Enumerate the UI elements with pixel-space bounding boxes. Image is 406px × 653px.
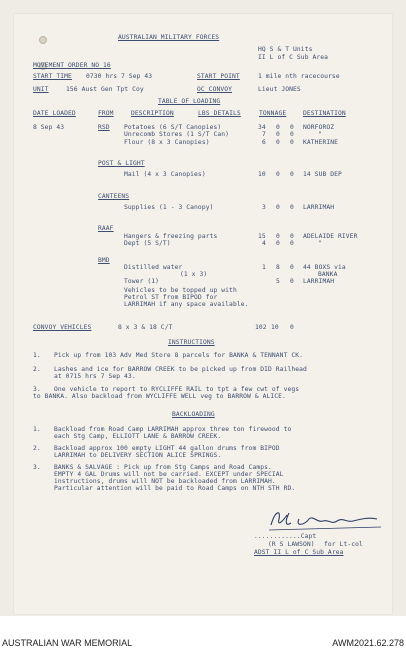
row-qtr: 0: [290, 171, 294, 178]
oc-convoy-value: Lieut JONES: [258, 86, 301, 93]
row-dest: LARRIMAH: [303, 204, 335, 211]
instruction-number: 2.: [33, 366, 41, 373]
row-cwt: 0: [276, 124, 280, 131]
row-tons: 34: [258, 124, 266, 131]
signature-role: ADST II L of C Sub Area: [254, 549, 344, 556]
archive-footer: [0, 616, 406, 653]
row-desc: Hangers & freezing parts: [124, 233, 218, 240]
row-from-raaf: RAAF: [98, 225, 114, 232]
backloading-line: each Stg Camp, ELLIOTT LANE & BARROW CREEK.: [54, 433, 222, 440]
backloading-line: Backload from Road Camp LARRIMAH approx three ton firewood to: [54, 426, 292, 433]
row-from-post: POST & LIGHT: [98, 160, 145, 167]
ref-units: HQ S & T Units: [258, 46, 313, 53]
row-qtr: 0: [290, 204, 294, 211]
convoy-vehicles-value: 8 x 3 & 18 C/T: [118, 324, 173, 331]
row-dest: NORFOROZ: [303, 124, 335, 131]
row-tons: 4: [262, 240, 266, 247]
instruction-number: 3.: [33, 386, 41, 393]
row-qtr: 0: [290, 131, 294, 138]
convoy-total-tons: 102: [255, 324, 267, 331]
unit-label: UNIT: [33, 86, 49, 93]
col-header-date: DATE LOADED: [33, 110, 76, 117]
row-desc: Dept (5 S/T): [124, 240, 171, 247]
row-tons: 10: [258, 171, 266, 178]
backloading-line: Backload approx 100 empty LIGHT 44 gallon drums from BIPOD: [54, 445, 280, 452]
row-qtr: 0: [290, 233, 294, 240]
convoy-total-cwt: 10: [271, 324, 279, 331]
row-cwt: 0: [276, 139, 280, 146]
row-tons: 15: [258, 233, 266, 240]
row-tons: 6: [262, 139, 266, 146]
row-dest: KATHERINE: [303, 139, 339, 146]
handwritten-signature: [265, 505, 385, 533]
doc-title: AUSTRALIAN MILITARY FORCES: [118, 34, 220, 41]
archive-name: AUSTRALIAN WAR MEMORIAL: [2, 638, 133, 648]
row-cwt: 5: [276, 278, 280, 285]
instructions-title: INSTRUCTIONS: [168, 339, 215, 346]
row-cwt: 8: [276, 264, 280, 271]
row-desc: Flour (8 x 3 Canopies): [124, 139, 210, 146]
row-desc: Mail (4 x 3 Canopies): [124, 171, 206, 178]
row-dest: BANKA: [318, 271, 338, 278]
bmd-note-line: Vehicles to be topped up with: [124, 287, 237, 294]
movement-order-number: MOVEMENT ORDER NO 16: [33, 62, 111, 69]
instruction-line: Pick up from 103 Adv Med Store 8 parcels for BANKA & TENNANT CK.: [54, 352, 304, 359]
backloading-line: EMPTY 4 GAL Drums will not be carried. EXCEPT under SPECIAL: [54, 471, 284, 478]
row-cwt: 0: [276, 131, 280, 138]
convoy-vehicles-label: CONVOY VEHICLES: [33, 324, 92, 331]
row-cwt: 0: [276, 204, 280, 211]
row-cwt: 0: [276, 240, 280, 247]
instruction-number: 1.: [33, 352, 41, 359]
row-qtr: 0: [290, 124, 294, 131]
row-cwt: 0: [276, 233, 280, 240]
row-dest: LARRIMAH: [303, 278, 335, 285]
row-from-rsd: RSD: [98, 124, 110, 131]
oc-convoy-label: OC CONVOY: [197, 86, 233, 93]
convoy-total-qtr: 0: [290, 324, 294, 331]
row-tons: 7: [262, 131, 266, 138]
row-tons: 3: [262, 204, 266, 211]
start-time-value: 0730 hrs 7 Sep 43: [86, 73, 153, 80]
start-time-label: START TIME: [33, 73, 72, 80]
signature-for: for Lt-col: [324, 541, 363, 548]
backloading-number: 3.: [33, 464, 41, 471]
row-dest: 14 SUB DEP: [303, 171, 342, 178]
row-desc: Distilled water: [124, 264, 183, 271]
backloading-title: BACKLOADING: [172, 411, 215, 418]
row-qtr: 0: [290, 264, 294, 271]
start-point-value: 1 mile nth racecourse: [258, 73, 340, 80]
row-dest: ": [318, 240, 322, 247]
table-title: TABLE OF LOADING: [158, 98, 221, 105]
col-header-from: FROM: [98, 110, 114, 117]
instruction-line: Lashes and ice for BARROW CREEK to be picked up from DID Railhead: [54, 366, 307, 373]
archive-reference: AWM2021.62.278: [332, 638, 404, 648]
backloading-line: BANKS & SALVAGE : Pick up from Stg Camps and Road Camps.: [54, 464, 272, 471]
col-header-tonnage: TONNAGE: [259, 110, 287, 117]
start-point-label: START POINT: [197, 73, 240, 80]
backloading-number: 2.: [33, 445, 41, 452]
row-desc: Potatoes (6 S/T Canopies): [124, 124, 222, 131]
row-from-bmd: BMD: [98, 257, 110, 264]
bmd-note-line: Petrol ST from BIPOD for: [124, 294, 218, 301]
row-dest: ADELAIDE RIVER: [303, 233, 358, 240]
row-from-canteens: CANTEENS: [98, 193, 130, 200]
col-header-lbs: LBS DETAILS: [198, 110, 241, 117]
col-header-destination: DESTINATION: [303, 110, 346, 117]
row-desc: Tower (1): [124, 278, 160, 285]
unit-value: 156 Aust Gen Tpt Coy: [66, 86, 144, 93]
row-tons: 1: [262, 264, 266, 271]
instruction-line: to BANKA. Also backload from WYCLIFFE WELL veg to BARROW & ALICE.: [33, 393, 286, 400]
backloading-line: instructions, drums will NOT be backloaded from LARRIMAH.: [54, 478, 276, 485]
signature-name: (R S LAWSON): [268, 541, 315, 548]
instruction-line: One vehicle to report to RYCLIFFE RAIL to tpt a few cwt of vegs: [54, 386, 300, 393]
bmd-note-line: LARRIMAH if any space available.: [124, 301, 249, 308]
row-date: 8 Sep 43: [33, 124, 65, 131]
col-header-description: DESCRIPTION: [131, 110, 174, 117]
backloading-line: Particular attention will be paid to Road Camps on NTH STH RD.: [54, 485, 296, 492]
row-cwt: 0: [276, 171, 280, 178]
punch-hole-top: [39, 36, 47, 44]
row-dest: 44 BOXS via: [303, 264, 346, 271]
row-dest: ": [318, 131, 322, 138]
row-desc: (1 x 3): [180, 271, 208, 278]
row-desc: Supplies (1 - 3 Canopy): [124, 204, 214, 211]
row-qtr: 0: [290, 278, 294, 285]
row-qtr: 0: [290, 139, 294, 146]
signature-dots-capt: ............Capt: [254, 533, 317, 540]
ref-subarea: II L of C Sub Area: [258, 54, 329, 61]
row-desc: Unrecomb Stores (1 S/T Can): [124, 131, 230, 138]
backloading-line: LARRIMAH to DELIVERY SECTION ALICE SPRINGS.: [54, 452, 222, 459]
instruction-line: at 0715 hrs 7 Sep 43.: [54, 373, 136, 380]
row-qtr: 0: [290, 240, 294, 247]
backloading-number: 1.: [33, 426, 41, 433]
